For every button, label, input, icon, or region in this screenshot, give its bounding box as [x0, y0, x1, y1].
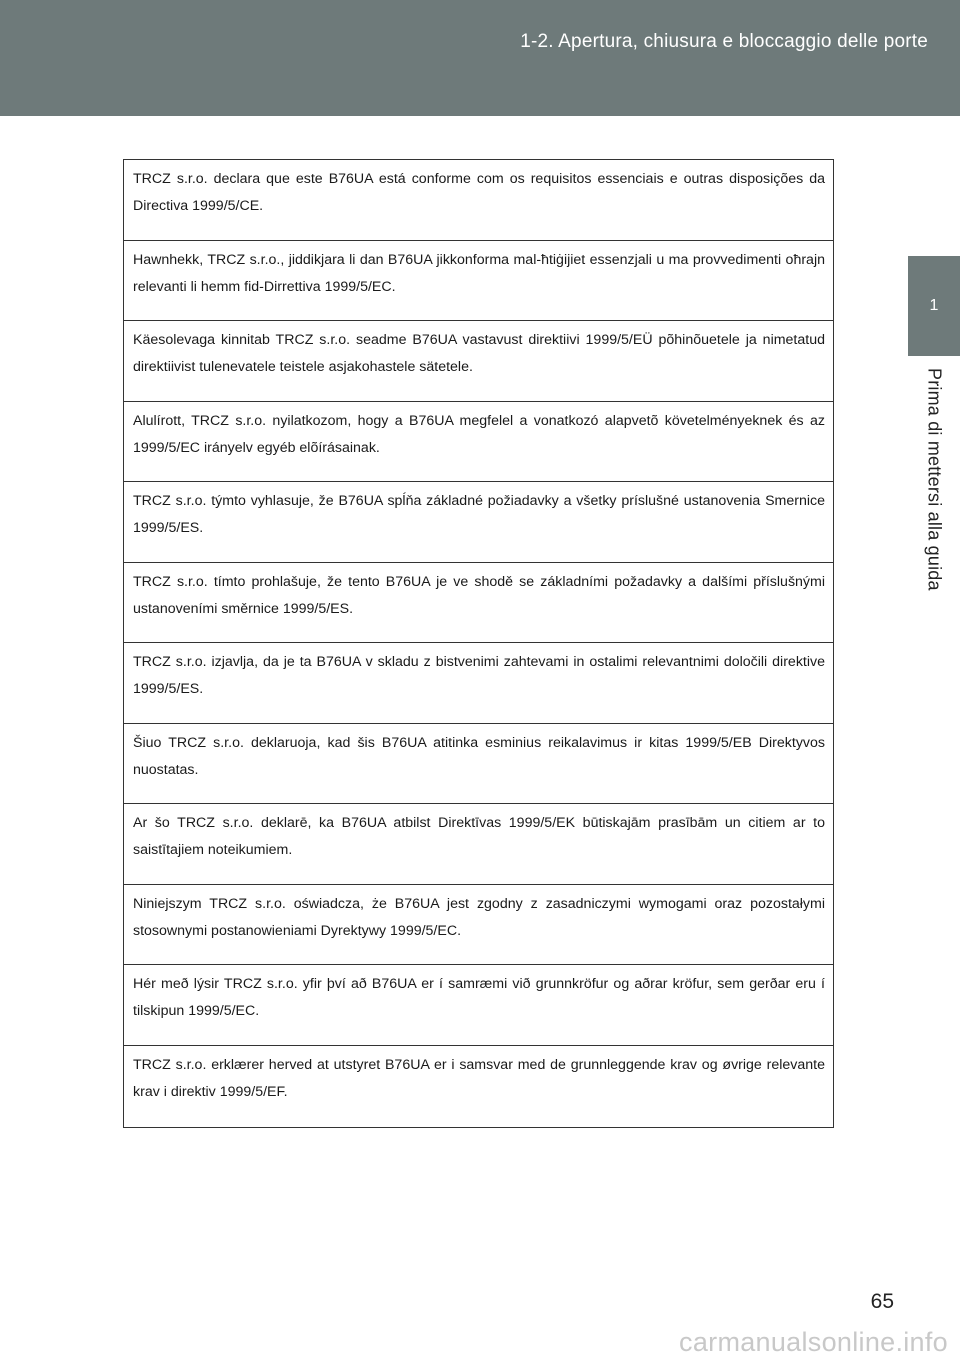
declaration-text: Ar šo TRCZ s.r.o. deklarē, ka B76UA atbilst Direktīvas 1999/5/EK būtiskajām prasībām un citiem ar to saistītajiem noteikumiem. — [133, 815, 825, 858]
page-header — [0, 0, 960, 116]
declaration-text: Hawnhekk, TRCZ s.r.o., jiddikjara li dan B76UA jikkonforma mal-ħtiġijiet essenzjali u ma provvedimenti oħrajn relevanti li hemm fid-Dirrettiva 1999/5/EC. — [133, 251, 825, 295]
section-title: 1-2. Apertura, chiusura e bloccaggio delle porte — [520, 31, 928, 52]
declaration-row-icelandic — [124, 965, 833, 1046]
declaration-text: Šiuo TRCZ s.r.o. deklaruoja, kad šis B76UA atitinka esminius reikalavimus ir kitas 1999/5/EB Direktyvos nuostatas. — [133, 734, 825, 778]
declaration-row-polish — [124, 885, 833, 966]
declaration-row-latvian — [124, 804, 833, 885]
declaration-row-hungarian — [124, 402, 833, 483]
chapter-label: Prima di mettersi alla guida — [924, 368, 945, 591]
chapter-label-container — [916, 368, 952, 618]
declaration-row-norwegian — [124, 1046, 833, 1127]
declaration-row-slovak — [124, 482, 833, 563]
declaration-row-lithuanian — [124, 724, 833, 805]
declaration-text: TRCZ s.r.o. týmto vyhlasuje, že B76UA spĺňa základné požiadavky a všetky príslušné ustanovenia Smernice 1999/5/ES. — [133, 493, 825, 536]
declaration-text: Hér með lýsir TRCZ s.r.o. yfir því að B76UA er í samræmi við grunnkröfur og aðrar kröfur, sem gerðar eru í tilskipun 1999/5/EC. — [133, 976, 825, 1019]
declaration-row-portuguese — [124, 160, 833, 241]
declaration-row-czech — [124, 563, 833, 644]
declaration-row-slovenian — [124, 643, 833, 724]
declaration-text: Alulírott, TRCZ s.r.o. nyilatkozom, hogy a B76UA megfelel a vonatkozó alapvetõ követelményeknek és az 1999/5/EC irányelv egyéb elõírásainak. — [133, 412, 825, 456]
declaration-table — [123, 159, 834, 1128]
declaration-text: Käesolevaga kinnitab TRCZ s.r.o. seadme B76UA vastavust direktiivi 1999/5/EÜ põhinõuetele ja nimetatud direktiivist tulenevatele teistele asjakohastele sätetele. — [133, 332, 825, 375]
declaration-text: TRCZ s.r.o. izjavlja, da je ta B76UA v skladu z bistvenimi zahtevami in ostalimi relevantnimi določili direktive 1999/5/ES. — [133, 654, 825, 697]
declaration-row-maltese — [124, 241, 833, 322]
chapter-tab — [908, 256, 960, 356]
declaration-text: TRCZ s.r.o. tímto prohlašuje, že tento B76UA je ve shodě se základními požadavky a dalšími příslušnými ustanoveními směrnice 1999/5/ES. — [133, 573, 825, 617]
declaration-text: Niniejszym TRCZ s.r.o. oświadcza, że B76UA jest zgodny z zasadniczymi wymogami oraz pozostałymi stosownymi postanowieniami Dyrektywy 1999/5/EC. — [133, 895, 825, 939]
declaration-text: TRCZ s.r.o. erklærer herved at utstyret B76UA er i samsvar med de grunnleggende krav og øvrige relevante krav i direktiv 1999/5/EF. — [133, 1056, 825, 1100]
watermark: carmanualsonline.info — [679, 1327, 948, 1357]
page-number: 65 — [870, 1290, 894, 1313]
declaration-text: TRCZ s.r.o. declara que este B76UA está conforme com os requisitos essenciais e outras disposições da Directiva 1999/5/CE. — [133, 171, 825, 214]
chapter-number: 1 — [929, 297, 939, 314]
declaration-row-estonian — [124, 321, 833, 402]
